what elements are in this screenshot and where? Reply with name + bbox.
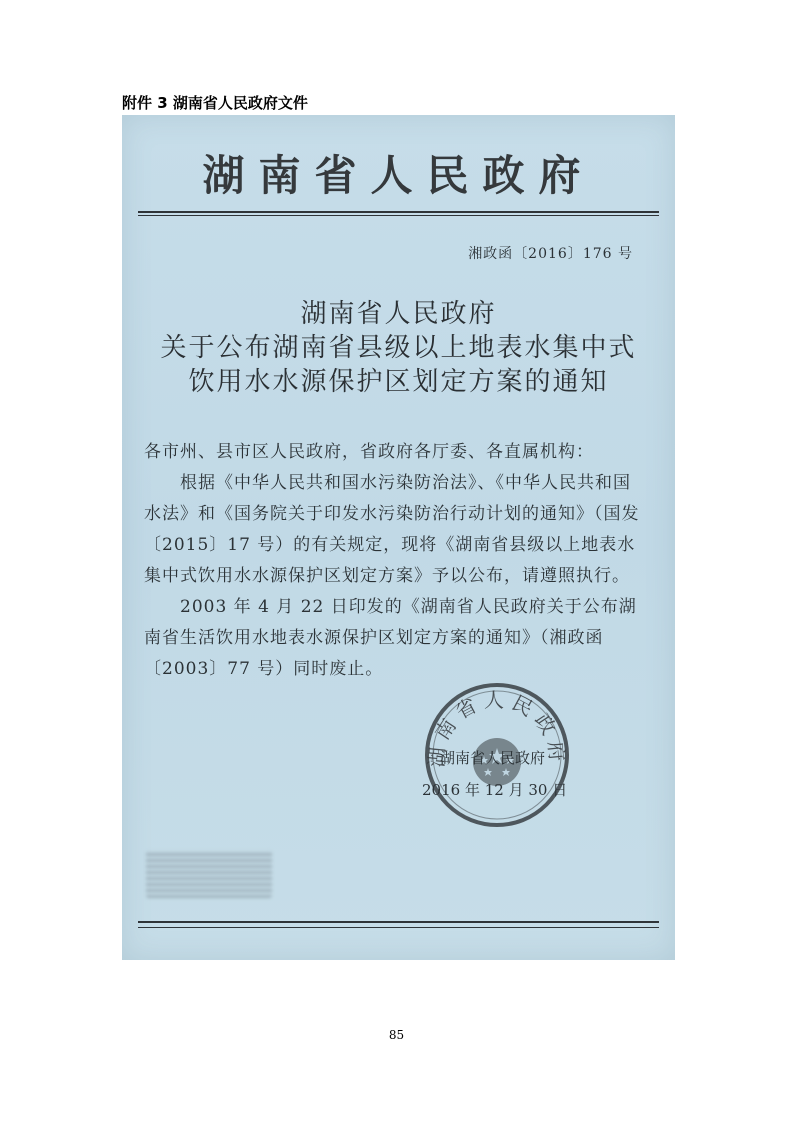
header-rule-thin — [138, 215, 659, 216]
document-number: 湘政函〔2016〕176 号 — [468, 246, 633, 262]
document-photo — [122, 115, 675, 960]
document-body — [144, 437, 647, 685]
header-rule — [138, 211, 659, 213]
document-title — [122, 297, 675, 399]
footer-rule-thin — [138, 927, 659, 928]
footer-rule — [138, 921, 659, 923]
blurred-stamp — [146, 850, 272, 898]
signature-date: 2016 年 12 月 30 日 — [422, 781, 568, 799]
document-header: 湖南省人民政府 — [202, 151, 595, 200]
signature-organization: 湖南省人民政府 — [440, 749, 546, 767]
body-paragraph: 2003 年 4 月 22 日印发的《湖南省人民政府关于公布湖南省生活饮用水地表水源保护区划定方案的通知》（湘政函〔2003〕77 号）同时废止。 — [144, 597, 637, 679]
body-paragraph: 根据《中华人民共和国水污染防治法》、《中华人民共和国水法》和《国务院关于印发水污染防治行动计划的通知》（国发〔2015〕17 号）的有关规定，现将《湖南省县级以上地表水集中式饮用水水源保护区划定方案》予以公布，请遵照执行。 — [144, 473, 640, 586]
page-number: 85 — [388, 1028, 405, 1042]
title-line: 饮用水水源保护区划定方案的通知 — [188, 367, 609, 397]
addressee: 各市州、县市区人民政府，省政府各厅委、各直属机构： — [144, 442, 594, 462]
attachment-caption: 附件 3 湖南省人民政府文件 — [122, 94, 308, 112]
title-line: 湖南省人民政府 — [300, 299, 497, 329]
seal-text: 湖南省人民政府 — [424, 688, 570, 769]
title-line: 关于公布湖南省县级以上地表水集中式 — [160, 333, 637, 363]
